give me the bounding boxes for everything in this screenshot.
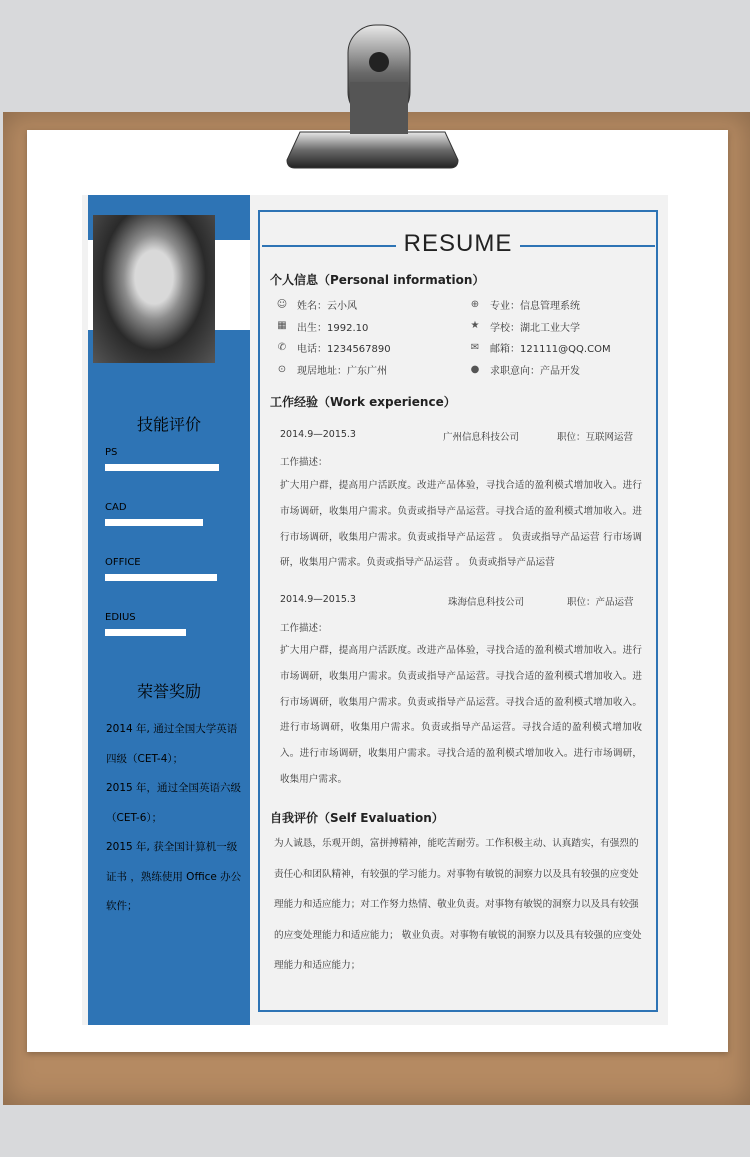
skill-label: OFFICE [105, 557, 141, 568]
calendar-icon: ▦ [277, 320, 287, 332]
info-item: ✆ 电话：1234567890 [277, 341, 391, 356]
honor-item: 2015 年, 获全国计算机一级证书 ，熟练使用 Office 办公软件； [106, 841, 242, 912]
honor-item: 2015 年，通过全国英语六级（CET-6）； [106, 782, 242, 824]
info-item: ☺ 姓名：云小风 [276, 298, 357, 312]
job-desc-label: 工作描述： [280, 457, 328, 468]
phone-icon: ✆ [277, 341, 287, 353]
self-evaluation-text: 为人诚恳，乐观开朗，富拼搏精神，能吃苦耐劳。工作积极主动、认真踏实，有强烈的责任心和团队精神，有较强的学习能力。对事物有敏锐的洞察力以及具有较强的应变处理能力和适应能力；对工作努力热情、敬业负责。对事物有敏锐的洞察力以及具有较强的应变处理能力和适应能力； 敬业负责。对事物有敏锐的洞察力以及具有较强的应变处理能力和适应能力； [274, 838, 642, 971]
info-item: ✉ 邮箱：121111@QQ.COM [470, 341, 611, 356]
school-icon: ★ [470, 320, 480, 332]
info-item: ▦ 出生：1992.10 [277, 320, 369, 334]
personal-heading: 个人信息（Personal information） [270, 273, 485, 287]
job-position: 职位：互联网运营 [557, 432, 634, 443]
honors-list [106, 715, 246, 922]
skill-level-bar [105, 464, 219, 471]
job-description: 扩大用户群，提高用户活跃度。改进产品体验，寻找合适的盈利模式增加收入。进行市场调研，收集用户需求。负责或指导产品运营。寻找合适的盈利模式增加收入。进行市场调研，收集用户需求。负责或指导产品运营。寻找合适的盈利模式增加收入。进行市场调研，收集用户需求。负责或指导产品运营。寻找合适的盈利模式增加收入。进行市场调研，收集用户需求。寻找合适的盈利模式增加收入。进行市场调研，收集用户需求。 [280, 645, 642, 785]
binder-clip-icon [280, 22, 465, 172]
skill-level-bar [105, 519, 203, 526]
skills-title: 技能评价 [136, 415, 201, 434]
skill-label: PS [105, 447, 118, 458]
target-icon: ⊕ [470, 298, 480, 310]
profile-photo [93, 215, 215, 363]
skill-label: EDIUS [105, 612, 136, 623]
info-item: ● 求职意向：产品开发 [470, 363, 580, 378]
skill-level-bar [105, 629, 186, 636]
info-item: ★ 学校：湖北工业大学 [470, 320, 580, 334]
job-date: 2014.9—2015.3 [280, 594, 356, 605]
self-heading: 自我评价（Self Evaluation） [270, 811, 444, 825]
job-company: 广州信息科技公司 [443, 432, 520, 443]
info-item: ⊙ 现居地址：广东广州 [277, 363, 387, 378]
info-item: ⊕ 专业：信息管理系统 [470, 298, 580, 312]
job-position: 职位：产品运营 [567, 597, 634, 608]
work-heading: 工作经验（Work experience） [270, 395, 456, 409]
job-company: 珠海信息科技公司 [448, 597, 525, 608]
job-desc-label: 工作描述： [280, 623, 328, 634]
mail-icon: ✉ [470, 341, 480, 353]
job-icon: ● [470, 363, 480, 375]
job-description: 扩大用户群，提高用户活跃度。改进产品体验，寻找合适的盈利模式增加收入。进行市场调研，收集用户需求。负责或指导产品运营。寻找合适的盈利模式增加收入。进行市场调研，收集用户需求。负责或指导产品运营 。 负责或指导产品运营 行市场调研，收集用户需求。负责或指导产品运营 。 负责或指导产品运营 [280, 480, 642, 569]
resume-title: RESUME [260, 230, 656, 258]
skill-level-bar [105, 574, 217, 581]
location-icon: ⊙ [277, 363, 287, 375]
honors-title: 荣誉奖励 [136, 682, 201, 701]
honor-item: 2014 年, 通过全国大学英语四级（CET-4）； [106, 723, 238, 765]
user-icon: ☺ [276, 298, 288, 310]
job-date: 2014.9—2015.3 [280, 429, 356, 440]
skill-label: CAD [105, 502, 127, 513]
